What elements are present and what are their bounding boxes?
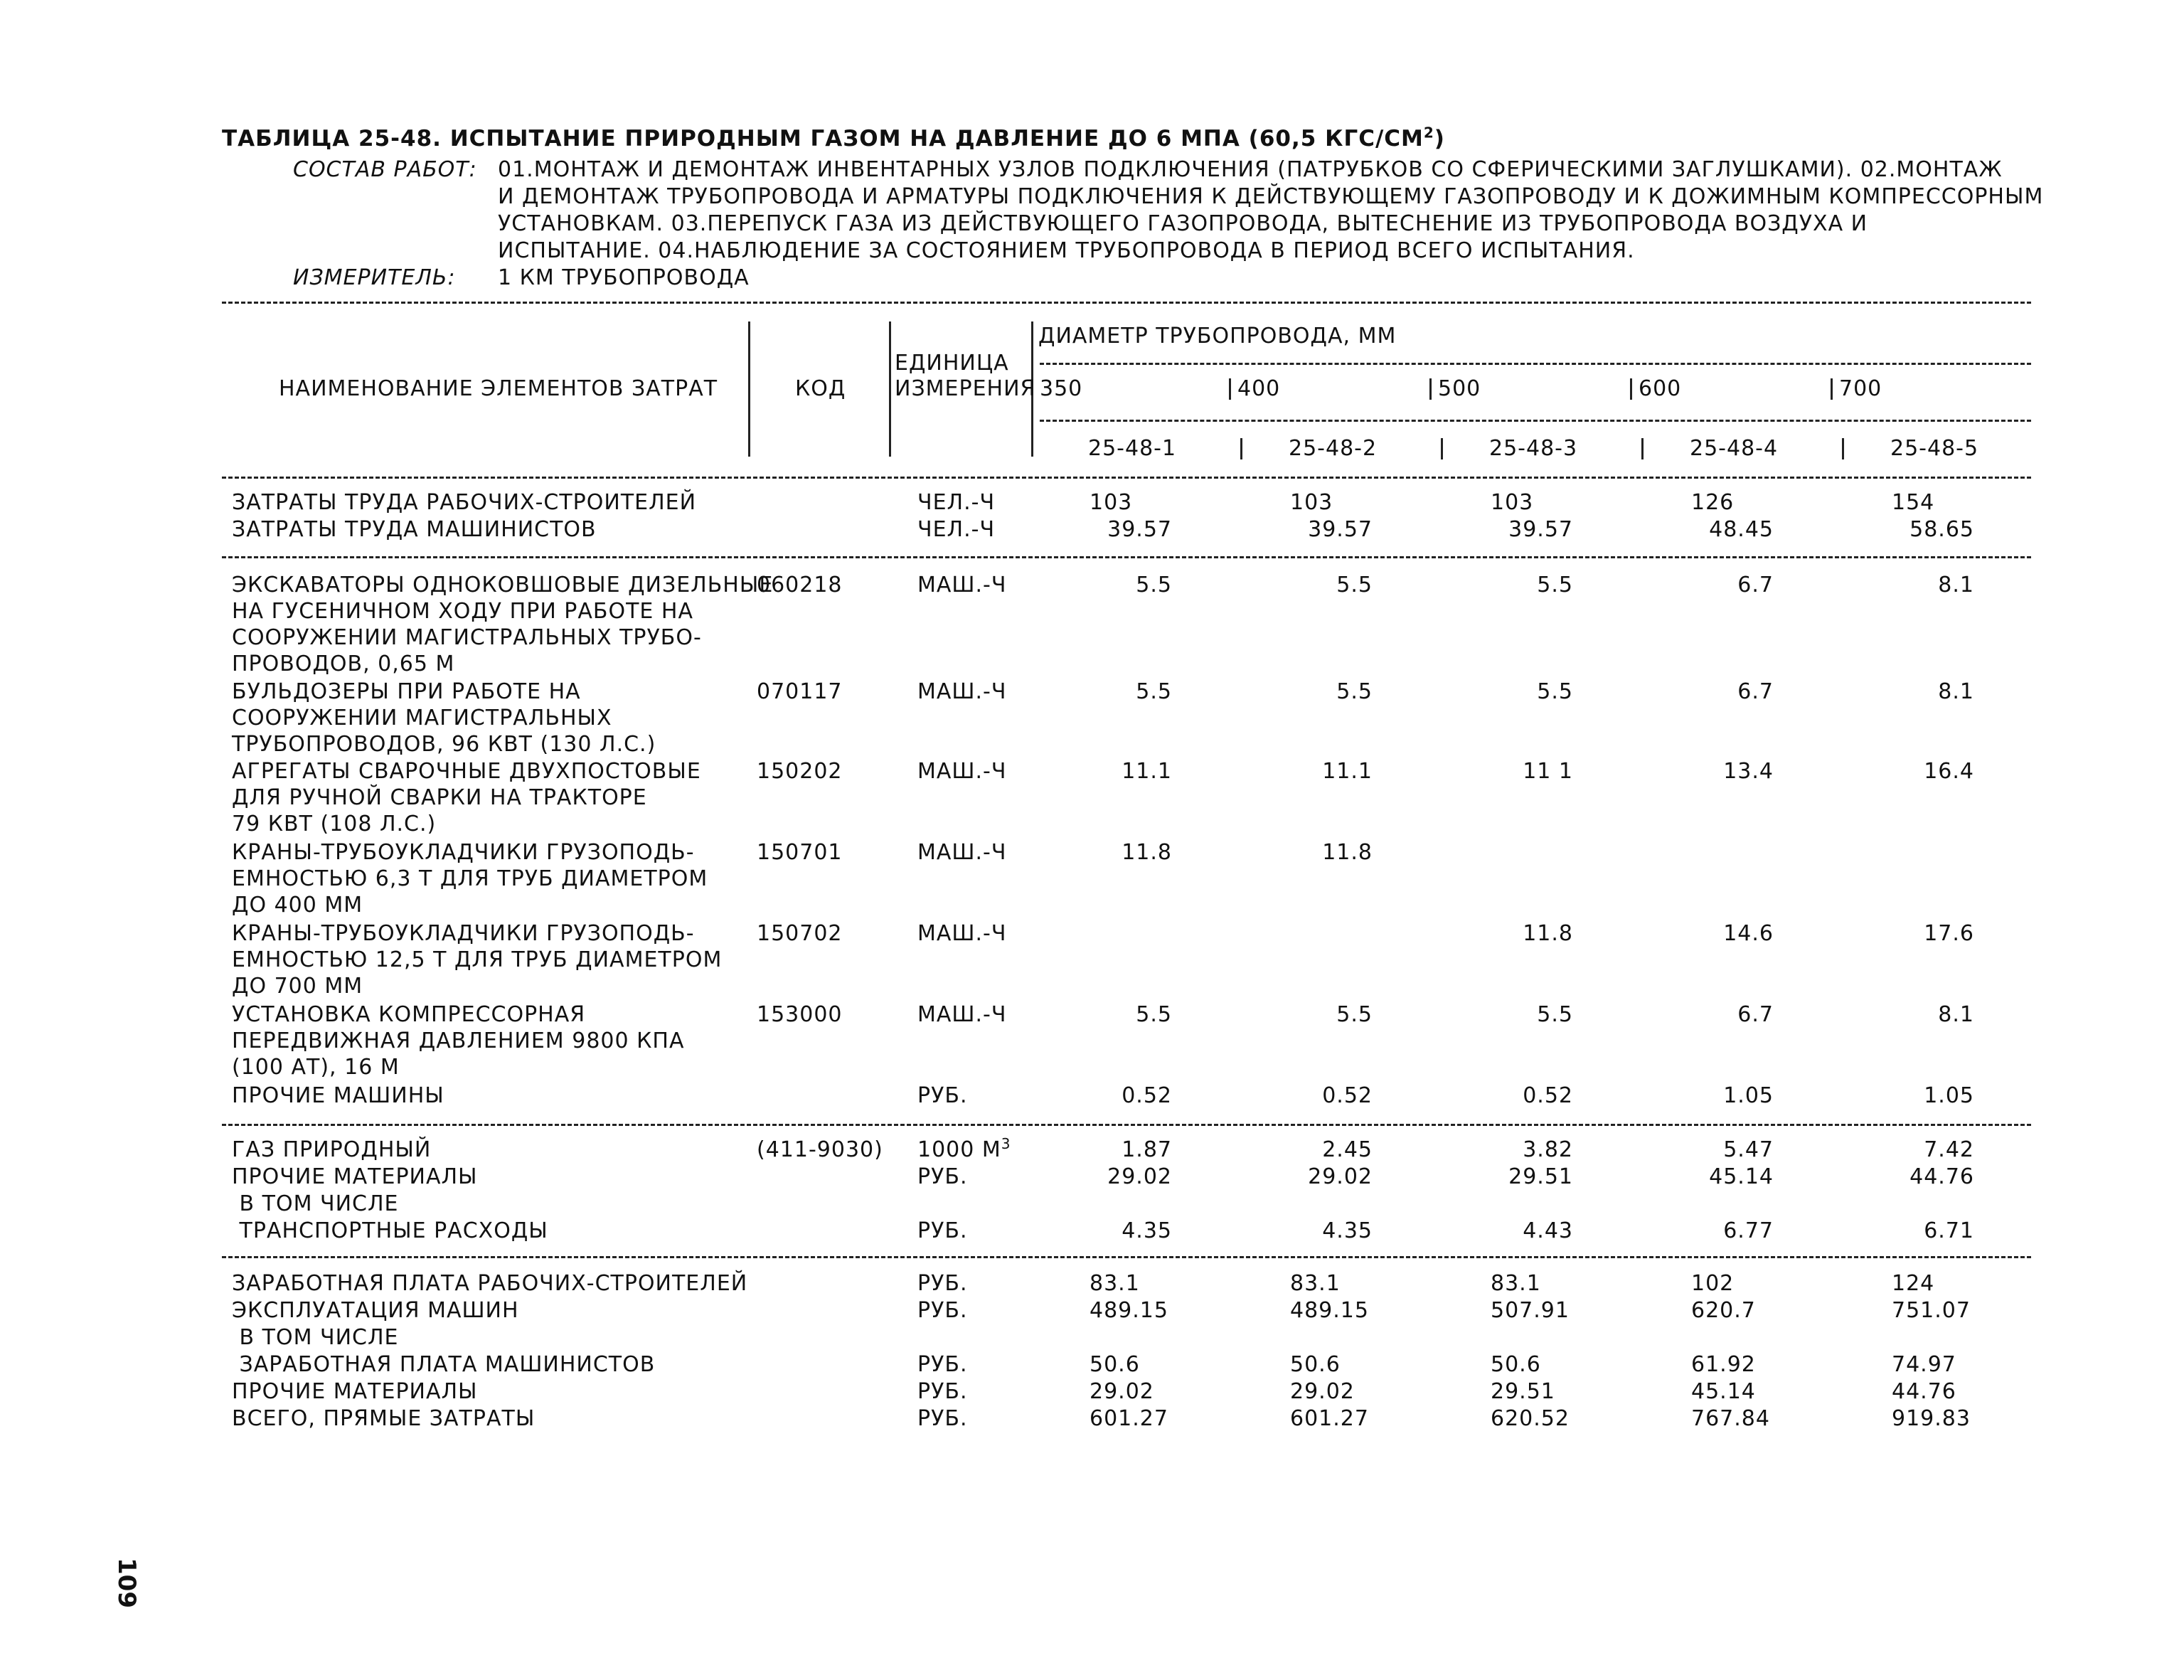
row-value: 103 <box>1491 490 1534 515</box>
row-value: 4.35 <box>1122 1218 1172 1243</box>
row-value: 489.15 <box>1090 1298 1168 1323</box>
row-value: 44.76 <box>1909 1164 1974 1189</box>
row-value: 154 <box>1892 490 1935 515</box>
row-value: 83.1 <box>1290 1271 1341 1296</box>
page-number: 109 <box>112 1558 141 1608</box>
row-code: (411-9030) <box>757 1137 883 1162</box>
header-column-code: 25-48-5 <box>1890 436 1979 461</box>
row-value: 1.05 <box>1723 1083 1774 1108</box>
divider-labor <box>222 556 2031 558</box>
row-value: 5.5 <box>1336 679 1373 704</box>
divider-materials <box>222 1256 2031 1258</box>
row-unit: ЧЕЛ.-Ч <box>917 517 996 542</box>
row-value: 5.5 <box>1537 1002 1573 1027</box>
row-unit: РУБ. <box>917 1218 968 1243</box>
row-value: 50.6 <box>1491 1352 1541 1377</box>
row-name-line: ПРОЧИЕ МАТЕРИАЛЫ <box>232 1164 478 1189</box>
row-name-line: ТРУБОПРОВОДОВ, 96 КВТ (130 Л.С.) <box>232 732 656 757</box>
row-value: 4.43 <box>1523 1218 1573 1243</box>
row-value: 5.5 <box>1136 1002 1172 1027</box>
row-name-line: ЕМНОСТЬЮ 6,3 Т ДЛЯ ТРУБ ДИАМЕТРОМ <box>232 866 708 891</box>
row-value: 5.5 <box>1336 573 1373 597</box>
row-value: 103 <box>1090 490 1133 515</box>
row-name-line: ПРОВОДОВ, 0,65 М <box>232 652 455 676</box>
row-unit: МАШ.-Ч <box>917 840 1007 865</box>
row-unit: РУБ. <box>917 1352 968 1377</box>
header-diameter-value: 600 <box>1639 376 1682 401</box>
header-diameter-value: 700 <box>1839 376 1882 401</box>
row-name-line: (100 АТ), 16 М <box>232 1055 400 1080</box>
row-value: 29.02 <box>1090 1379 1154 1404</box>
row-name-line: ЕМНОСТЬЮ 12,5 Т ДЛЯ ТРУБ ДИАМЕТРОМ <box>232 947 723 972</box>
row-name-line: ЗАТРАТЫ ТРУДА РАБОЧИХ-СТРОИТЕЛЕЙ <box>232 490 697 515</box>
header-unit-line-1: ЕДИНИЦА <box>895 351 1009 376</box>
row-unit: МАШ.-Ч <box>917 679 1007 704</box>
row-name-line: БУЛЬДОЗЕРЫ ПРИ РАБОТЕ НА <box>232 679 581 704</box>
row-code: 060218 <box>757 573 843 597</box>
composition-line-2: И ДЕМОНТАЖ ТРУБОПРОВОДА И АРМАТУРЫ ПОДКЛЮЧЕНИЯ К ДЕЙСТВУЮЩЕМУ ГАЗОПРОВОДУ И К ДОЖИМНЫМ КОМПРЕССОРНЫМ <box>498 184 2044 209</box>
row-value: 767.84 <box>1691 1406 1770 1431</box>
row-value: 45.14 <box>1709 1164 1774 1189</box>
header-separator <box>1831 378 1833 400</box>
row-code: 150702 <box>757 921 843 946</box>
row-value: 0.52 <box>1523 1083 1573 1108</box>
row-value: 0.52 <box>1122 1083 1172 1108</box>
row-name-line: ГАЗ ПРИРОДНЫЙ <box>232 1137 432 1162</box>
row-value: 29.51 <box>1508 1164 1573 1189</box>
row-value: 6.71 <box>1924 1218 1974 1243</box>
row-name-line: ДО 700 ММ <box>232 974 363 999</box>
row-value: 5.5 <box>1136 679 1172 704</box>
row-name-line: ЗАРАБОТНАЯ ПЛАТА РАБОЧИХ-СТРОИТЕЛЕЙ <box>232 1271 748 1296</box>
header-code: КОД <box>795 376 846 401</box>
row-name-line: ВСЕГО, ПРЯМЫЕ ЗАТРАТЫ <box>232 1406 536 1431</box>
row-name-line: ЗАТРАТЫ ТРУДА МАШИНИСТОВ <box>232 517 597 542</box>
row-code: 150701 <box>757 840 843 865</box>
header-column-code: 25-48-1 <box>1088 436 1177 461</box>
row-unit: РУБ. <box>917 1271 968 1296</box>
row-unit: МАШ.-Ч <box>917 921 1007 946</box>
row-name-line: КРАНЫ-ТРУБОУКЛАДЧИКИ ГРУЗОПОДЬ- <box>232 840 695 865</box>
row-value: 6.77 <box>1723 1218 1774 1243</box>
row-value: 83.1 <box>1491 1271 1541 1296</box>
divider-header <box>222 477 2031 479</box>
header-rule <box>1040 420 2031 422</box>
row-value: 14.6 <box>1723 921 1774 946</box>
row-value: 11.1 <box>1122 759 1172 784</box>
row-value: 45.14 <box>1691 1379 1756 1404</box>
row-name-line: ПЕРЕДВИЖНАЯ ДАВЛЕНИЕМ 9800 КПА <box>232 1028 685 1053</box>
row-value: 61.92 <box>1691 1352 1756 1377</box>
row-name-line: ДЛЯ РУЧНОЙ СВАРКИ НА ТРАКТОРЕ <box>232 785 647 810</box>
row-value: 103 <box>1290 490 1333 515</box>
row-name-line: В ТОМ ЧИСЛЕ <box>232 1325 399 1350</box>
row-value: 17.6 <box>1924 921 1974 946</box>
row-value: 13.4 <box>1723 759 1774 784</box>
row-value: 5.5 <box>1537 679 1573 704</box>
row-value: 29.02 <box>1290 1379 1355 1404</box>
row-value: 7.42 <box>1924 1137 1974 1162</box>
header-separator <box>1630 378 1632 400</box>
header-separator <box>1429 378 1432 400</box>
row-code: 153000 <box>757 1002 843 1027</box>
header-diameter-value: 500 <box>1438 376 1481 401</box>
row-unit: РУБ. <box>917 1083 968 1108</box>
row-name-line: ПРОЧИЕ МАТЕРИАЛЫ <box>232 1379 478 1404</box>
row-value: 11 1 <box>1523 759 1573 784</box>
meter-value: 1 КМ ТРУБОПРОВОДА <box>498 265 750 290</box>
divider-machines <box>222 1124 2031 1126</box>
superscript: 3 <box>1001 1135 1011 1152</box>
row-value: 3.82 <box>1523 1137 1573 1162</box>
row-value: 50.6 <box>1290 1352 1341 1377</box>
row-value: 48.45 <box>1709 517 1774 542</box>
row-value: 6.7 <box>1737 1002 1774 1027</box>
row-value: 1.05 <box>1924 1083 1974 1108</box>
header-name: НАИМЕНОВАНИЕ ЭЛЕМЕНТОВ ЗАТРАТ <box>279 376 718 401</box>
row-code: 070117 <box>757 679 843 704</box>
row-name-line: ПРОЧИЕ МАШИНЫ <box>232 1083 444 1108</box>
row-value: 83.1 <box>1090 1271 1140 1296</box>
composition-line-3: УСТАНОВКАМ. 03.ПЕРЕПУСК ГАЗА ИЗ ДЕЙСТВУЮЩЕГО ГАЗОПРОВОДА, ВЫТЕСНЕНИЕ ИЗ ТРУБОПРОВОДА ВОЗДУХА И <box>498 211 1868 236</box>
header-unit-line-2: ИЗМЕРЕНИЯ <box>895 376 1036 401</box>
row-unit: РУБ. <box>917 1379 968 1404</box>
row-name-line: ЭКСПЛУАТАЦИЯ МАШИН <box>232 1298 519 1323</box>
row-value: 601.27 <box>1090 1406 1168 1431</box>
row-unit: МАШ.-Ч <box>917 1002 1007 1027</box>
row-value: 29.02 <box>1107 1164 1172 1189</box>
row-unit: РУБ. <box>917 1298 968 1323</box>
meter-label: ИЗМЕРИТЕЛЬ: <box>293 265 456 290</box>
row-name-line: ЭКСКАВАТОРЫ ОДНОКОВШОВЫЕ ДИЗЕЛЬНЫЕ <box>232 573 774 597</box>
row-value: 620.52 <box>1491 1406 1570 1431</box>
row-value: 5.5 <box>1136 573 1172 597</box>
row-value: 39.57 <box>1308 517 1373 542</box>
row-value: 919.83 <box>1892 1406 1971 1431</box>
composition-line-4: ИСПЫТАНИЕ. 04.НАБЛЮДЕНИЕ ЗА СОСТОЯНИЕМ ТРУБОПРОВОДА В ПЕРИОД ВСЕГО ИСПЫТАНИЯ. <box>498 238 1635 263</box>
row-name-line: СООРУЖЕНИИ МАГИСТРАЛЬНЫХ ТРУБО- <box>232 625 702 650</box>
row-value: 11.1 <box>1322 759 1373 784</box>
header-diameter: ДИАМЕТР ТРУБОПРОВОДА, ММ <box>1038 324 1397 349</box>
header-separator <box>1641 438 1644 459</box>
row-name-line: СООРУЖЕНИИ МАГИСТРАЛЬНЫХ <box>232 706 612 730</box>
header-column-code: 25-48-2 <box>1289 436 1378 461</box>
row-value: 751.07 <box>1892 1298 1971 1323</box>
row-value: 44.76 <box>1892 1379 1956 1404</box>
row-name-line: АГРЕГАТЫ СВАРОЧНЫЕ ДВУХПОСТОВЫЕ <box>232 759 701 784</box>
row-name-line: КРАНЫ-ТРУБОУКЛАДЧИКИ ГРУЗОПОДЬ- <box>232 921 695 946</box>
row-value: 124 <box>1892 1271 1935 1296</box>
row-value: 6.7 <box>1737 573 1774 597</box>
row-unit: ЧЕЛ.-Ч <box>917 490 996 515</box>
row-name-line: ЗАРАБОТНАЯ ПЛАТА МАШИНИСТОВ <box>232 1352 656 1377</box>
row-unit: МАШ.-Ч <box>917 759 1007 784</box>
row-value: 8.1 <box>1938 1002 1974 1027</box>
row-value: 4.35 <box>1322 1218 1373 1243</box>
row-code: 150202 <box>757 759 843 784</box>
row-value: 74.97 <box>1892 1352 1956 1377</box>
row-value: 1.87 <box>1122 1137 1172 1162</box>
row-value: 126 <box>1691 490 1735 515</box>
header-separator <box>1240 438 1242 459</box>
row-value: 0.52 <box>1322 1083 1373 1108</box>
header-separator <box>1441 438 1443 459</box>
row-value: 50.6 <box>1090 1352 1140 1377</box>
row-value: 489.15 <box>1290 1298 1369 1323</box>
row-name-line: В ТОМ ЧИСЛЕ <box>232 1191 399 1216</box>
row-value: 507.91 <box>1491 1298 1570 1323</box>
row-name-line: УСТАНОВКА КОМПРЕССОРНАЯ <box>232 1002 586 1027</box>
table-title: ТАБЛИЦА 25-48. ИСПЫТАНИЕ ПРИРОДНЫМ ГАЗОМ НА ДАВЛЕНИЕ ДО 6 МПА (60,5 КГС/$СМ^2$) <box>222 124 1445 151</box>
row-value: 601.27 <box>1290 1406 1369 1431</box>
header-column-code: 25-48-4 <box>1690 436 1779 461</box>
row-value: 5.47 <box>1723 1137 1774 1162</box>
row-unit: РУБ. <box>917 1164 968 1189</box>
row-name-line: 79 КВТ (108 Л.С.) <box>232 812 437 836</box>
row-value: 620.7 <box>1691 1298 1756 1323</box>
header-separator <box>1842 438 1844 459</box>
header-separator <box>1229 378 1231 400</box>
row-value: 6.7 <box>1737 679 1774 704</box>
header-separator <box>889 321 891 457</box>
row-value: 39.57 <box>1107 517 1172 542</box>
row-value: 16.4 <box>1924 759 1974 784</box>
row-name-line: ТРАНСПОРТНЫЕ РАСХОДЫ <box>232 1218 548 1243</box>
header-diameter-value: 400 <box>1237 376 1281 401</box>
header-diameter-value: 350 <box>1040 376 1083 401</box>
row-value: 39.57 <box>1508 517 1573 542</box>
row-unit: РУБ. <box>917 1406 968 1431</box>
row-value: 11.8 <box>1322 840 1373 865</box>
header-separator <box>748 321 750 457</box>
header-rule <box>1040 363 2031 365</box>
row-name-line: ДО 400 ММ <box>232 893 363 918</box>
row-value: 102 <box>1691 1271 1735 1296</box>
row-value: 29.51 <box>1491 1379 1555 1404</box>
row-value: 8.1 <box>1938 573 1974 597</box>
row-value: 8.1 <box>1938 679 1974 704</box>
row-name-line: НА ГУСЕНИЧНОМ ХОДУ ПРИ РАБОТЕ НА <box>232 599 694 624</box>
row-value: 11.8 <box>1122 840 1172 865</box>
row-value: 58.65 <box>1909 517 1974 542</box>
row-value: 29.02 <box>1308 1164 1373 1189</box>
row-unit: 1000 $М^3$ <box>917 1135 1011 1162</box>
divider-top <box>222 302 2031 304</box>
row-unit: МАШ.-Ч <box>917 573 1007 597</box>
row-value: 5.5 <box>1537 573 1573 597</box>
composition-line-1: 01.МОНТАЖ И ДЕМОНТАЖ ИНВЕНТАРНЫХ УЗЛОВ ПОДКЛЮЧЕНИЯ (ПАТРУБКОВ СО СФЕРИЧЕСКИМИ ЗАГЛУШКАМИ). 02.МОНТАЖ <box>498 157 2003 182</box>
row-value: 5.5 <box>1336 1002 1373 1027</box>
row-value: 2.45 <box>1322 1137 1373 1162</box>
composition-label: СОСТАВ РАБОТ: <box>293 157 477 182</box>
row-value: 11.8 <box>1523 921 1573 946</box>
header-column-code: 25-48-3 <box>1489 436 1578 461</box>
